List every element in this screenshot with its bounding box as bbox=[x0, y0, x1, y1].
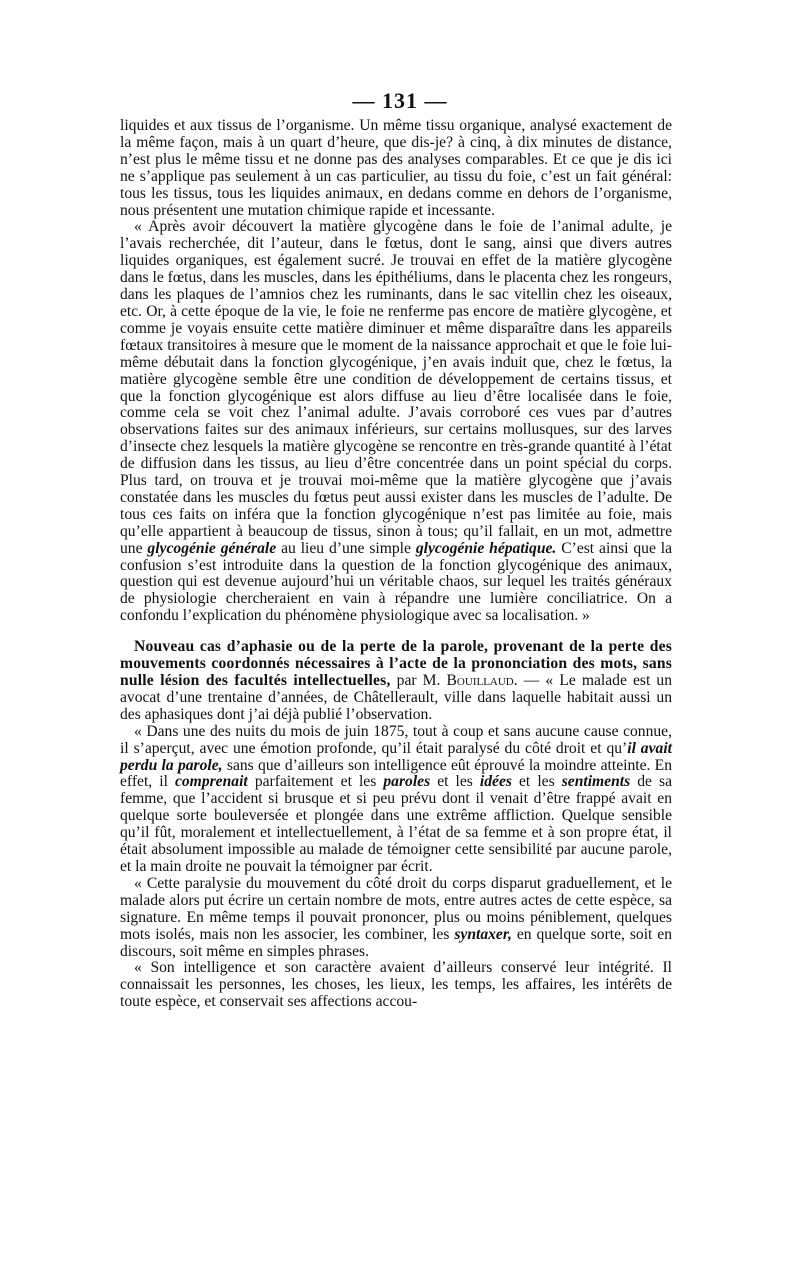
text-run: « Cette paralysie du mouvement du côté droit du corps disparut graduellement, et le malade alors put écrire un certain nombre de mots, entre autres actes de cette espèce, sa signature. En même temps il pouvait prononcer, plus ou moins péniblement, quelques mots isolés, mais non les associer, les combiner, les bbox=[120, 874, 672, 943]
section-gap bbox=[120, 625, 672, 639]
text-run: en quelque sorte, soit en discours, soit même en simples phrases. bbox=[120, 925, 672, 960]
text-run: au lieu d’une simple bbox=[281, 539, 411, 557]
emphasis-comprenait: comprenait bbox=[174, 773, 248, 791]
article-author: Bouillaud. bbox=[446, 672, 518, 689]
emphasis-perdu-parole: il avait perdu la parole, bbox=[120, 739, 672, 774]
article-heading-paragraph bbox=[120, 639, 672, 724]
emphasis-glycogenie-hepatique: glycogénie hépatique. bbox=[415, 539, 557, 557]
article-title: Nouveau cas d’aphasie ou de la perte de la parole, provenant de la perte des mouvements coordonnés nécessaires à l’acte de la prononciation des mots, sans nulle lésion des facultés intellectuelles, bbox=[120, 638, 672, 689]
text-run: « Dans une des nuits du mois de juin 1875, tout à coup et sans aucune cause connue, il s’aperçut, avec une émotion profonde, qu’il était paralysé du côté droit et qu’ bbox=[120, 722, 672, 757]
emphasis-glycogenie-generale: glycogénie générale bbox=[147, 539, 277, 557]
byline: par M. bbox=[396, 672, 441, 689]
emphasis-sentiments: sentiments bbox=[561, 773, 631, 791]
paragraph-paralysis bbox=[120, 876, 672, 961]
paragraph-case-night bbox=[120, 724, 672, 876]
text-run: parfaitement et les bbox=[254, 773, 377, 791]
text-run: et les bbox=[519, 773, 555, 791]
emphasis-idees: idées bbox=[479, 773, 512, 791]
emphasis-syntaxer: syntaxer, bbox=[454, 925, 512, 943]
paragraph-glycogen-quote bbox=[120, 219, 672, 625]
paragraph-continued: liquides et aux tissus de l’organisme. Un même tissu organique, analysé exactement de la même façon, mais à un quart d’heure, que dis-je? à cinq, à dix minutes de distance, n’est plus le même tissu et ne donne pas des analyses comparables. Et ce que je dis ici ne s’applique pas seulement à un cas particulier, au tissu du foie, c’est un fait général: tous les tissus, tous les liquides animaux, en dedans comme en dehors de l’organisme, nous présentent une mutation chimique rapide et incessante. bbox=[120, 117, 672, 219]
page-number: — 131 — bbox=[352, 88, 448, 113]
text-run: sans que d’ailleurs son intelligence eût éprouvé la moindre atteinte. En effet, il bbox=[120, 756, 673, 791]
paragraph-intelligence: « Son intelligence et son caractère avaient d’ailleurs conservé leur intégrité. Il connaissait les personnes, les choses, les lieux, les temps, les affaires, les intérêts de toute espèce, et conservait ses affections accou- bbox=[120, 959, 672, 1011]
text-run: et les bbox=[437, 773, 473, 791]
article-intro: — « Le malade est un avocat d’une trentaine d’années, de Châtellerault, ville dans laquelle habitait aussi un des aphasiques dont j’ai déjà publié l’observation. bbox=[120, 672, 672, 723]
text-run: de sa femme, que l’accident si brusque et si peu prévu dont il venait d’être frappé avait en quelque sorte bouleversée et plongée dans une extrême affliction. Quelque sensible qu’il fût, moralement et intellectuellement, à l’état de sa femme et à son propre état, il était absolument impossible au malade de témoigner cette sensibilité par aucune parole, et la main droite ne pouvait la témoigner par écrit. bbox=[120, 773, 672, 875]
text-run: « Après avoir découvert la matière glycogène dans le foie de l’animal adulte, je l’avais recherchée, dit l’auteur, dans le fœtus, dont le sang, ainsi que divers autres liquides organiques, est également sucré. Je trouvai en effet de la matière glycogène dans le fœtus, dans les muscles, dans les épithéliums, dans le placenta chez les rongeurs, dans les plaques de l’amnios chez les ruminants, dans le sac vitellin chez les oiseaux, etc. Or, à cette époque de la vie, le foie ne renferme pas encore de matière glycogène, et comme je voyais ensuite cette matière diminuer et même disparaître dans les appareils fœtaux transitoires à mesure que le moment de la naissance approchait et que le foie lui-même débutait dans la fonction glycogénique, j’en avais induit que, chez le fœtus, la matière glycogène semble être une condition de développement de certains tissus, et que la fonction glycogénique est alors diffuse au lieu d’être localisée dans le foie, comme cela se voit chez l’animal adulte. J’avais corroboré ces vues par d’autres observations faites sur des animaux inférieurs, sur certains mollusques, sur des larves d’insecte chez lesquels la matière glycogène se rencontre en très-grande quantité à l’état de diffusion dans les tissus, au lieu d’être concentrée dans un point spécial du corps. Plus tard, on trouva et je trouvai moi-même que la matière glycogène que j’avais constatée dans les muscles du fœtus peut aussi exister dans les muscles de l’adulte. De tous ces faits on inféra que la fonction glycogénique n’est pas limitée au foie, mais qu’elle appartient à beaucoup de tissus, sinon à tous; qu’il fallait, en un mot, admettre une bbox=[120, 218, 672, 557]
text-run: C’est ainsi que la confusion s’est introduite dans la question de la fonction glycogénique des animaux, question qui est devenue aujourd’hui un véritable chaos, sur lequel les traités généraux de physiologie chercheraient en vain à répandre une lumière conciliatrice. On a confondu l’explication du phénomène physiologique avec sa localisation. » bbox=[120, 539, 673, 625]
text-column bbox=[120, 118, 672, 1011]
emphasis-paroles: paroles bbox=[383, 773, 431, 791]
